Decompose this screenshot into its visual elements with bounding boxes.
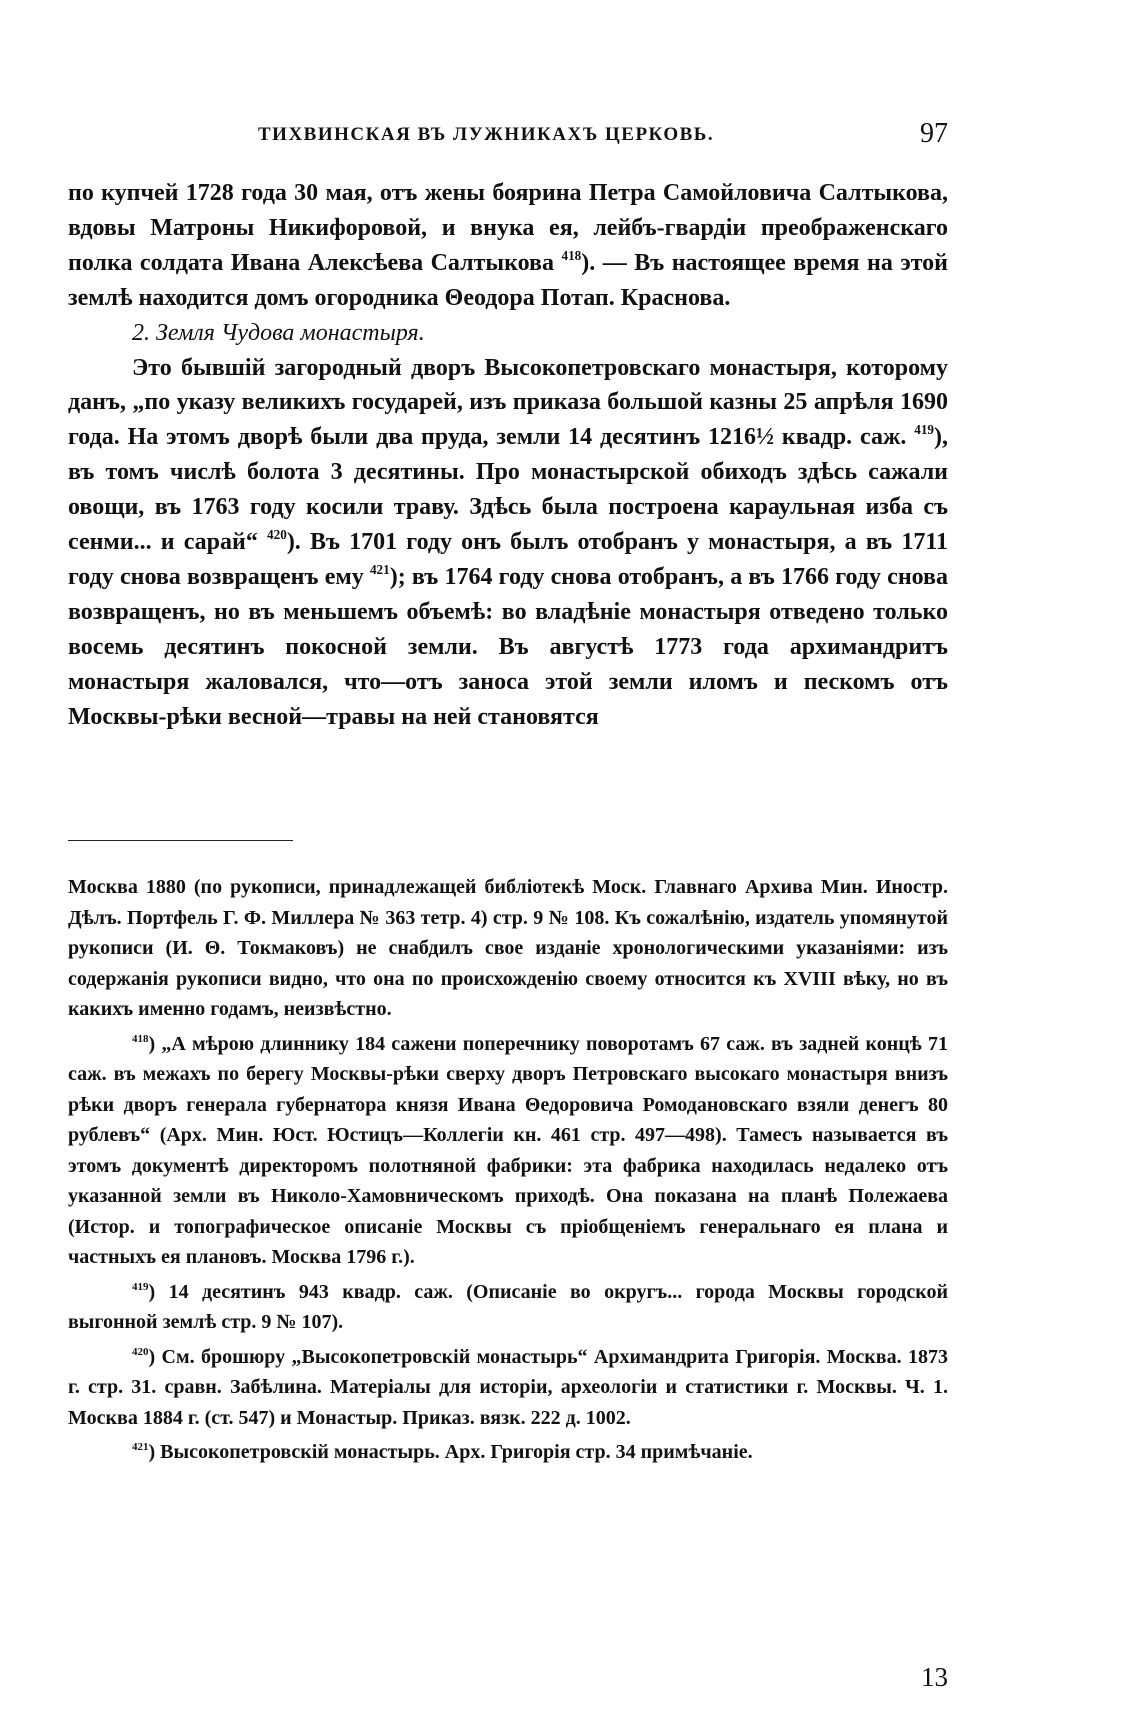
footnote-ref-420: 420 [267, 527, 287, 543]
page-header [68, 118, 948, 152]
page-number: 97 [920, 118, 948, 149]
footnote-ref-418: 418 [561, 247, 582, 263]
signature-mark: 13 [921, 1662, 948, 1692]
main-text [68, 176, 948, 735]
footnote-continuation: Москва 1880 (по рукописи, принадлежащей библiотекѣ Моск. Главнаго Архива Мин. Иностр. Дѣлъ. Портфель Г. Ф. Миллера № 363 тетр. 4) стр. 9 № 108. Къ сожалѣнiю, издатель упомянутой рукописи (И. Θ. Токмаковъ) не снабдилъ свое изданiе хронологическими указанiями: изъ содержанiя рукописи видно, что она по происхожденiю своему относится къ XVIII вѣку, но въ какихъ именно годамъ, неизвѣстно. [68, 876, 948, 1020]
footnote-separator [68, 840, 293, 841]
footnote-419: $^{419}$) 14 десятинъ 943 квадр. саж. (Описанiе во округъ... города Москвы городской выгонной землѣ стр. 9 № 107). [68, 1280, 948, 1333]
fraction: ½ [756, 424, 775, 451]
footnotes [68, 872, 948, 1468]
paragraph-continued: по купчей 1728 года 30 мая, отъ жены боярина Петра Самойловича Салтыкова, вдовы Матроны Никифоровой, и внука ея, лейбъ-гвардiи преображенскаго полка солдата Ивана Алексѣева Салтыкова $^{418}$). — Въ настоящее время на этой землѣ находится домъ огородника Θеодора Потап. Краснова. [68, 180, 948, 311]
running-title: ТИХВИНСКАЯ ВЪ ЛУЖНИКАХЪ ЦЕРКОВЬ. [258, 124, 715, 145]
footnote-420: $^{420}$) См. брошюру „Высокопетровскiй монастырь“ Архимандрита Григорiя. Москва. 1873 г. стр. 31. сравн. Забѣлина. Матерiалы для исторiи, археологiи и статистики г. Москвы. Ч. 1. Москва 1884 г. (ст. 547) и Монастыр. Приказ. вязк. 222 д. 1002. [68, 1345, 948, 1429]
footnote-ref-419: 419 [914, 422, 935, 438]
paragraph-chudov: Это бывшiй загородный дворъ Высокопетровскаго монастыря, которому данъ, „по указу великихъ государей, изъ приказа большой казны 25 апрѣля 1690 года. На этомъ дворѣ были два пруда, земли 14 десятинъ 1216½ квадр. саж. $^{419}$), въ томъ числѣ болота 3 десятины. Про монастырской обиходъ здѣсь сажали овощи, въ 1763 году косили траву. Здѣсь была построена караульная изба съ сенми... и сарай“ $^{420}$). Въ 1701 году онъ былъ отобранъ у монастыря, а въ 1711 году снова возвращенъ ему $^{421}$); въ 1764 году снова отобранъ, а въ 1766 году снова возвращенъ, но въ меньшемъ объемѣ: во владѣнiе монастыря отведено только восемь десятинъ покосной земли. Въ августѣ 1773 года архимандритъ монастыря жаловался, что—отъ заноса этой земли иломъ и пескомъ отъ Москвы-рѣки весной—травы на ней становятся [68, 354, 949, 730]
section-subheading: 2. Земля Чудова монастыря. [132, 319, 425, 346]
footnote-418: $^{418}$) „А мѣрою длиннику 184 сажени поперечнику поворотамъ 67 саж. въ задней концѣ 71 саж. въ межахъ по берегу Москвы-рѣки сверху дворъ Петровскаго высокаго монастыря внизъ рѣки дворъ генерала губернатора князя Ивана Θедоровича Ромодановскаго взяли денегъ 80 рублевъ“ (Арх. Мин. Юст. Юстицъ—Коллегiи кн. 461 стр. 497—498). Тамесъ называется въ этомъ документѣ директоромъ полотняной фабрики: эта фабрика находилась недалеко отъ указанной земли въ Николо-Хамовническомъ приходѣ. Она показана на планѣ Полежаева (Истор. и топографическое описанiе Москвы съ прiобщенiемъ генеральнаго ея плана и частныхъ ея плановъ. Москва 1796 г.). [68, 1032, 948, 1268]
footnote-421: $^{421}$) Высокопетровскiй монастырь. Арх. Григорiя стр. 34 примѣчанiе. [132, 1440, 753, 1463]
footnote-ref-421: 421 [369, 562, 390, 578]
